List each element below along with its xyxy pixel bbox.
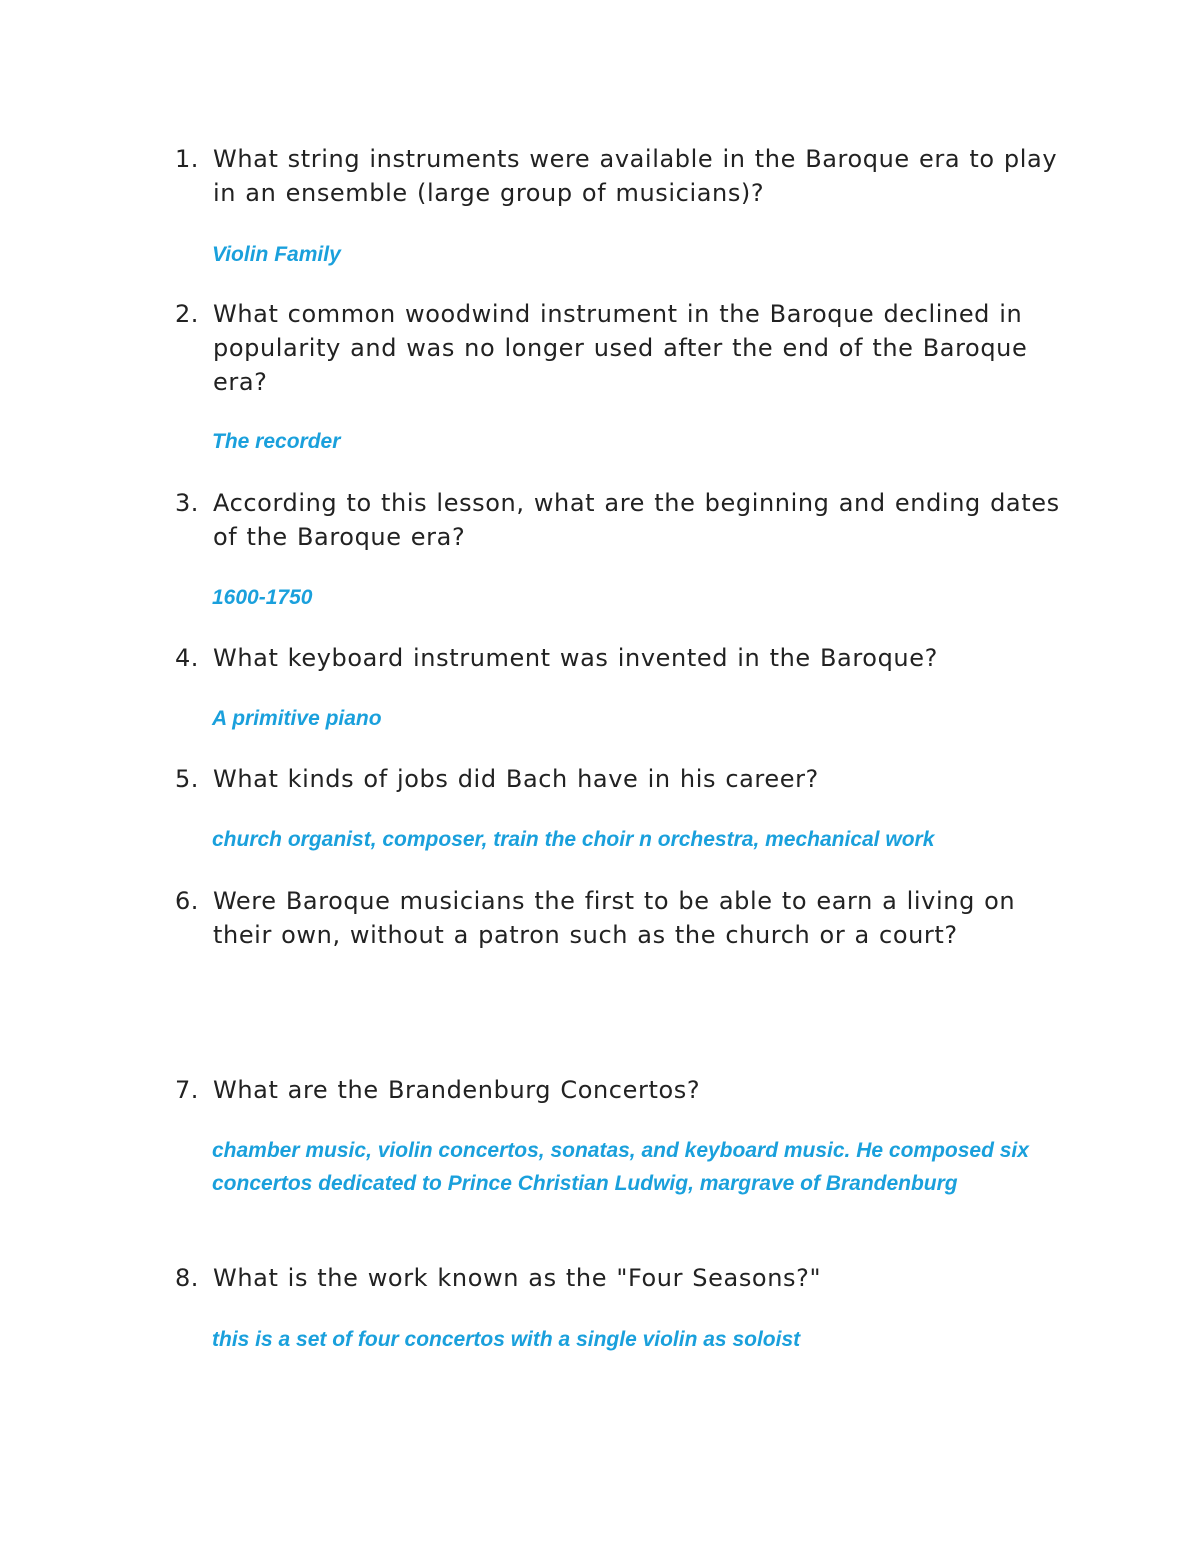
question-5 <box>175 762 1075 796</box>
question-6 <box>175 884 1075 952</box>
answer-2: The recorder <box>212 430 341 453</box>
question-1 <box>175 142 1075 210</box>
question-number: 6. <box>175 887 199 915</box>
question-text: What is the work known as the "Four Seasons?" <box>213 1264 822 1292</box>
question-8 <box>175 1261 1075 1295</box>
question-text: What string instruments were available in the Baroque era to play in an ensemble (large group of musicians)? <box>213 145 1058 207</box>
answer-5: church organist, composer, train the choir n orchestra, mechanical work <box>212 828 935 851</box>
question-text: What kinds of jobs did Bach have in his career? <box>213 765 819 793</box>
question-number: 1. <box>175 145 199 173</box>
question-3 <box>175 486 1075 554</box>
answer-7: chamber music, violin concertos, sonatas, and keyboard music. He composed six concertos dedicated to Prince Christian Ludwig, margrave of Brandenburg <box>212 1139 1029 1195</box>
question-4 <box>175 641 1075 675</box>
answer-1: Violin Family <box>212 243 341 266</box>
question-text: What keyboard instrument was invented in the Baroque? <box>213 644 938 672</box>
question-text: According to this lesson, what are the beginning and ending dates of the Baroque era? <box>213 489 1060 551</box>
question-text: Were Baroque musicians the first to be able to earn a living on their own, without a patron such as the church or a court? <box>213 887 1016 949</box>
question-number: 8. <box>175 1264 199 1292</box>
question-number: 7. <box>175 1076 199 1104</box>
question-number: 4. <box>175 644 199 672</box>
question-number: 2. <box>175 300 199 328</box>
question-text: What are the Brandenburg Concertos? <box>213 1076 701 1104</box>
answer-4: A primitive piano <box>212 707 382 730</box>
answer-3: 1600-1750 <box>212 586 313 609</box>
answer-8: this is a set of four concertos with a single violin as soloist <box>212 1328 801 1351</box>
question-text: What common woodwind instrument in the Baroque declined in popularity and was no longer used after the end of the Baroque era? <box>213 300 1028 396</box>
question-number: 3. <box>175 489 199 517</box>
question-7 <box>175 1073 1075 1107</box>
question-number: 5. <box>175 765 199 793</box>
question-2 <box>175 297 1075 399</box>
